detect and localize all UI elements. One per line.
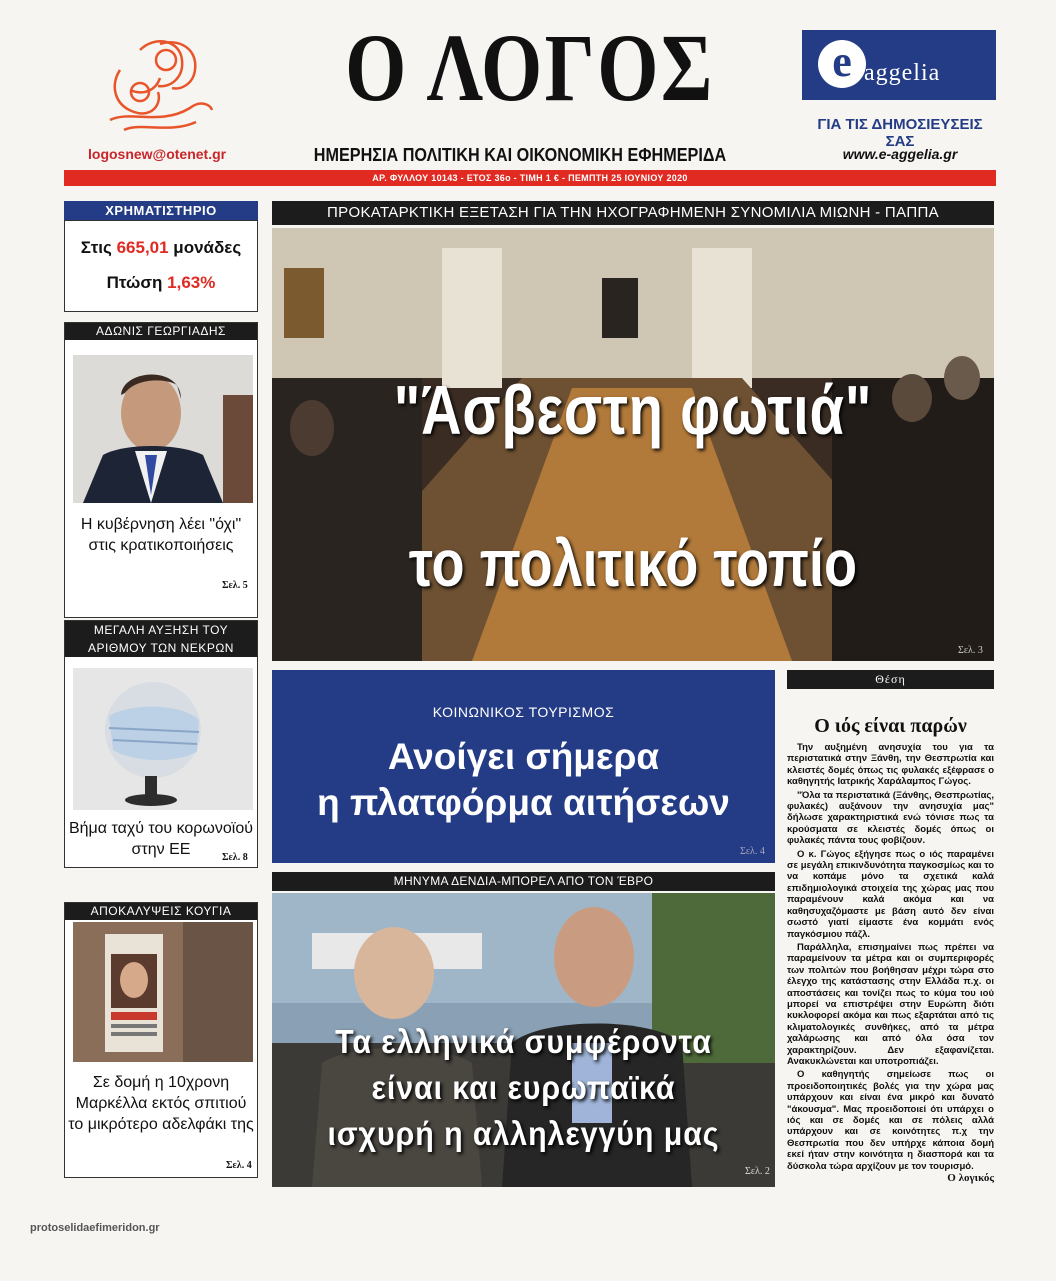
ad-url[interactable]: www.e-aggelia.gr — [842, 146, 958, 162]
e-aggelia-logo-text: aggelia — [864, 60, 941, 86]
left-story-2-kicker: ΜΕΓΑΛΗ ΑΥΞΗΣΗ ΤΟΥ ΑΡΙΘΜΟΥ ΤΩΝ ΝΕΚΡΩΝ — [65, 621, 257, 657]
left-story-2-page: Σελ. 8 — [222, 852, 248, 863]
opinion-signature: Ο λογικός — [947, 1172, 994, 1184]
issue-info-text: ΑΡ. ΦΥΛΛΟΥ 10143 - ΕΤΟΣ 36ο - ΤΙΜΗ 1 € - ΠΕΜΠΤΗ 25 ΙΟΥΝΙΟΥ 2020 — [372, 173, 688, 183]
lead-strap: ΠΡΟΚΑΤΑΡΚΤΙΚΗ ΕΞΕΤΑΣΗ ΓΙΑ ΤΗΝ ΗΧΟΓΡΑΦΗΜΕΝΗ ΣΥΝΟΜΙΛΙΑ ΜΙΩΝΗ - ΠΑΠΠΑ — [272, 201, 994, 225]
newspaper-title: Ο ΛΟΓΟΣ — [345, 14, 715, 121]
stock-change-line — [64, 273, 258, 293]
tourism-page: Σελ. 4 — [740, 846, 765, 857]
opinion-paragraph: Παράλληλα, επισημαίνει πως πρέπει να παραμείνουν τα μέτρα και οι συμπεριφορές των πολιτών που βοήθησαν μέχρι τώρα στο έλεγχο της κατάστασης στην Ελλάδα π.χ. οι αποστάσεις και τονίζει πως το κύμα του ιού μπορεί να επιστρέψει στην Ευρώπη διότι κυκλοφορεί ακόμα και πως εξαρτάται από τις κλιματολογικές συνθήκες, από τα μέτρα χαλάρωσης και από όλα όσα τον χαρακτηρίζουν. Δεν εξαφανίζεται. Ανακυκλώνεται και υποτροπιάζει. — [787, 941, 994, 1067]
opinion-title: Ο ιός είναι παρών — [814, 715, 967, 737]
lead-headline-2: το πολιτικό τοπίο — [408, 526, 858, 600]
e-aggelia-logo-icon: e — [818, 40, 866, 88]
opinion-paragraph: Ο καθηγητής σημείωσε πως οι προειδοποιητικές βολές για την χώρα μας υπάρχουν και είναι ένα μικρό και δυνατό "άκουσμα". Μας προειδοποιεί ότι υπάρχει ο ιός και σε δομές και σε πόλεις αλλά υπάρχουν και σε κοινότητες π.χ την Θεσπρωτία που δεν υπήρχε κάποια δομή εκεί ήταν στην κοινότητα η διασπορά και τα δύσκολα τώρα αρχίζουν με τον τουρισμό. — [787, 1069, 994, 1172]
ad-tagline: ΓΙΑ ΤΙΣ ΔΗΜΟΣΙΕΥΣΕΙΣ ΣΑΣ — [817, 116, 983, 150]
left-story-1-kicker: ΑΔΩΝΙΣ ΓΕΩΡΓΙΑΔΗΣ — [65, 323, 257, 340]
tourism-headline-1: Ανοίγει σήμερα — [387, 736, 660, 777]
globe-mask-photo — [73, 668, 253, 810]
evros-headline-3: ισχυρή η αλληλεγγύη μας — [327, 1115, 720, 1152]
left-story-1-page: Σελ. 5 — [222, 580, 248, 591]
stock-index-line — [64, 238, 258, 258]
left-story-1-caption: Η κυβέρνηση λέει "όχι" στις κρατικοποιήσεις — [80, 516, 242, 554]
missing-child-poster-photo — [73, 922, 253, 1062]
stock-index-post: μονάδες — [168, 238, 242, 257]
opinion-label: Θέση — [787, 670, 994, 689]
tourism-kicker: ΚΟΙΝΩΝΙΚΟΣ ΤΟΥΡΙΣΜΟΣ — [432, 704, 615, 720]
lead-headline-1: "Άσβεστη φωτιά" — [393, 371, 873, 449]
left-story-3-page: Σελ. 4 — [226, 1160, 252, 1171]
left-story-3-caption: Σε δομή η 10χρονη Μαρκέλλα εκτός σπιτιού το μικρότερο αδελφάκι της — [68, 1074, 254, 1133]
newspaper-subtitle: ΗΜΕΡΗΣΙΑ ΠΟΛΙΤΙΚΗ ΚΑΙ ΟΙΚΟΝΟΜΙΚΗ ΕΦΗΜΕΡΙΔΑ — [313, 145, 727, 165]
stock-market-box — [64, 220, 258, 312]
contact-email[interactable]: logosnew@otenet.gr — [88, 146, 227, 162]
stock-change-value: 1,63% — [167, 273, 216, 292]
lead-page: Σελ. 3 — [958, 645, 983, 656]
stock-index-value: 665,01 — [116, 238, 169, 257]
tourism-headline — [272, 734, 775, 826]
opinion-paragraph: Ο κ. Γώγος εξήγησε πως ο ιός παραμένει σε μεγάλη επικινδυνότητα παγκοσμίως και το να κοπάμε μόνο τα σχετικά καλά επιδημιολογικά στοιχεία της χώρας μας που παραμένουν καλά ακόμα και να καθησυχαζόμαστε με βάση αυτό δεν είναι σωστό γιατί είμαστε ένα κομμάτι ενός παγκόσμιου πάζλ. — [787, 848, 994, 940]
stock-index-pre: Στις — [80, 238, 117, 257]
opinion-paragraph: Την αυξημένη ανησυχία του για τα περιστατικά στην Ξάνθη, την Θεσπρωτία και κλειστές δομές όπως τις φυλακές εξέφρασε ο καθηγητής Ιατρικής Χαράλαμπος Γώγος. — [787, 742, 994, 788]
evros-page: Σελ. 2 — [745, 1166, 770, 1177]
evros-headline-2: είναι και ευρωπαϊκά — [371, 1069, 676, 1106]
tourism-headline-2: η πλατφόρμα αιτήσεων — [317, 782, 730, 823]
left-story-2-caption: Βήμα ταχύ του κορωνοϊού στην ΕΕ — [68, 820, 253, 858]
opinion-body — [787, 742, 994, 1174]
stock-market-header: ΧΡΗΜΑΤΙΣΤΗΡΙΟ — [64, 201, 258, 220]
source-watermark: protoselidaefimeridon.gr — [30, 1222, 160, 1234]
opinion-paragraph: "Όλα τα περιστατικά (Ξάνθης, Θεσπρωτίας, φυλακές) αυξάνουν την ανησυχία μας" δήλωσε χαρακτηριστικά ενώ τόνισε πως τα κρούσματα σε κλειστές δομές όπως οι φυλακές πάντα τους φοβίζουν. — [787, 789, 994, 847]
evros-strap: ΜΗΝΥΜΑ ΔΕΝΔΙΑ-ΜΠΟΡΕΛ ΑΠΟ ΤΟΝ ΈΒΡΟ — [272, 872, 775, 891]
issue-info-bar — [64, 170, 996, 186]
stock-change-pre: Πτώση — [106, 273, 168, 292]
left-story-3-kicker: ΑΠΟΚΑΛΥΨΕΙΣ ΚΟΥΓΙΑ — [65, 903, 257, 920]
evros-headline-1: Τα ελληνικά συμφέροντα — [335, 1023, 712, 1060]
georgiadis-photo — [73, 355, 253, 503]
newspaper-logo-art — [100, 30, 218, 140]
